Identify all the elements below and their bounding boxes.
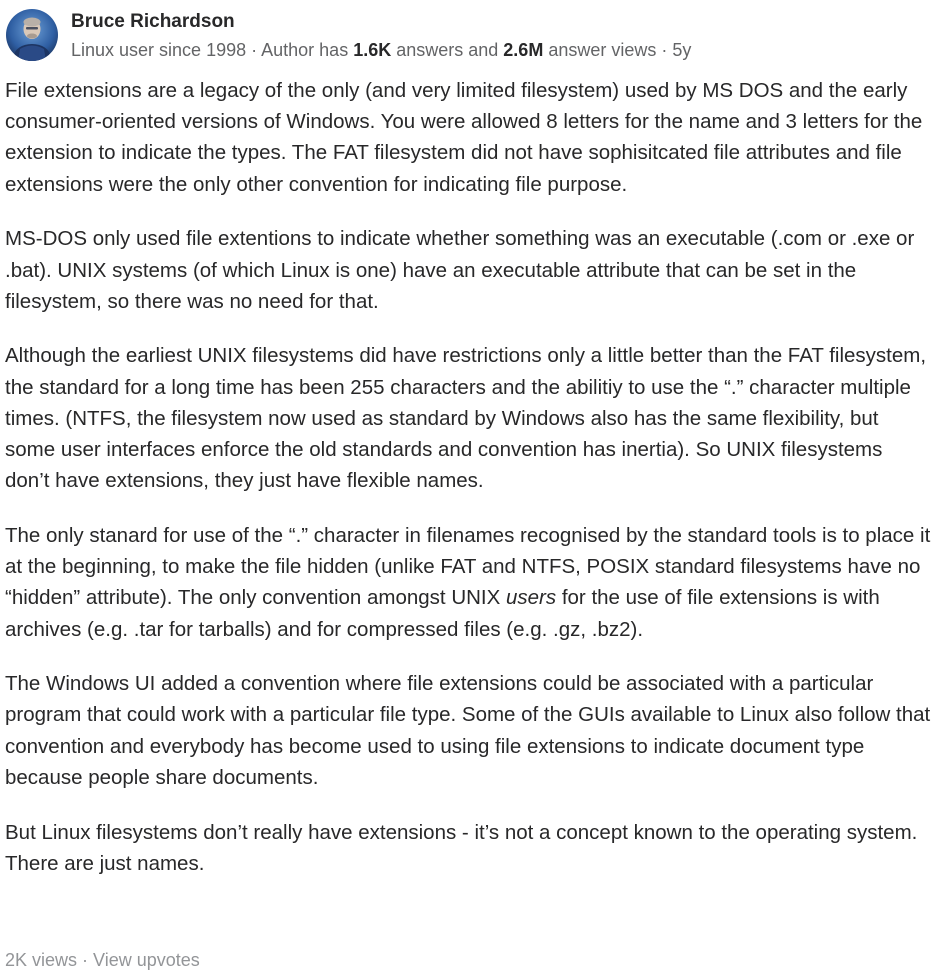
credential-separator: · [246, 40, 262, 60]
answers-prefix: Author has [261, 40, 354, 60]
avatar-photo-icon [6, 9, 58, 61]
paragraph-4-text-start: The only stanard for use of the “.” character in filenames recognised by the standard tools is to place it at the beginning, to make the file hidden (unlike FAT and NTFS, POSIX standard filesystems have no “hidden” attribute). The only convention amongst UNIX [5, 523, 931, 610]
author-credential-line [71, 38, 691, 62]
answer-paragraph-5: The Windows UI added a convention where file extensions could be associated with a particular program that could work with a particular file type. Some of the GUIs available to Linux also follow that convention and everybody has become used to using file extensions to indicate document type because people share documents. [5, 672, 931, 789]
views-count: 2.6M [503, 40, 544, 60]
answer-age[interactable]: 5y [672, 40, 692, 60]
paragraph-4-text-end: for the use of file extensions is with archives (e.g. .tar for tarballs) and for compressed files (e.g. .gz, .bz2). [5, 586, 880, 641]
answers-label: answers and [391, 40, 504, 60]
footer-separator: · [77, 950, 94, 970]
view-upvotes-link[interactable]: View upvotes [93, 950, 200, 970]
view-count: 2K views [5, 950, 78, 970]
answers-count: 1.6K [353, 40, 392, 60]
answer-paragraph-6: But Linux filesystems don’t really have extensions - it’s not a concept known to the operating system. There are just names. [5, 820, 918, 875]
answer-content [5, 75, 932, 879]
author-name[interactable]: Bruce Richardson [71, 11, 235, 32]
answer-footer [5, 946, 200, 974]
answer-paragraph-3: Although the earliest UNIX filesystems did have restrictions only a little better than the FAT filesystem, the standard for a long time has been 255 characters and the abilitiy to use the “.” character multiple times. (NTFS, the filesystem now used as standard by Windows also has the same flexibility, but some user interfaces enforce the old standards and convention has inertia). So UNIX filesystems don’t have extensions, they just have flexible names. [5, 344, 927, 493]
paragraph-4-emphasis: users [506, 586, 557, 610]
answer-paragraph-1: File extensions are a legacy of the only (and very limited filesystem) used by MS DOS and the early consumer-oriented versions of Windows. You were allowed 8 letters for the name and 3 letters for the extension to indicate the types. The FAT filesystem did not have sophisitcated file attributes and file extensions were the only other convention for indicating file purpose. [5, 79, 923, 196]
author-meta [71, 6, 691, 62]
views-label: answer views [543, 40, 657, 60]
age-separator: · [656, 40, 673, 60]
author-credential[interactable]: Linux user since 1998 [71, 40, 247, 60]
author-avatar[interactable] [6, 9, 58, 61]
answer-paragraph-2: MS-DOS only used file extentions to indicate whether something was an executable (.com or .exe or .bat). UNIX systems (of which Linux is one) have an executable attribute that can be set in the filesystem, so there was no need for that. [5, 227, 915, 313]
answer-paragraph-4 [5, 520, 932, 645]
answer-header [5, 6, 932, 66]
